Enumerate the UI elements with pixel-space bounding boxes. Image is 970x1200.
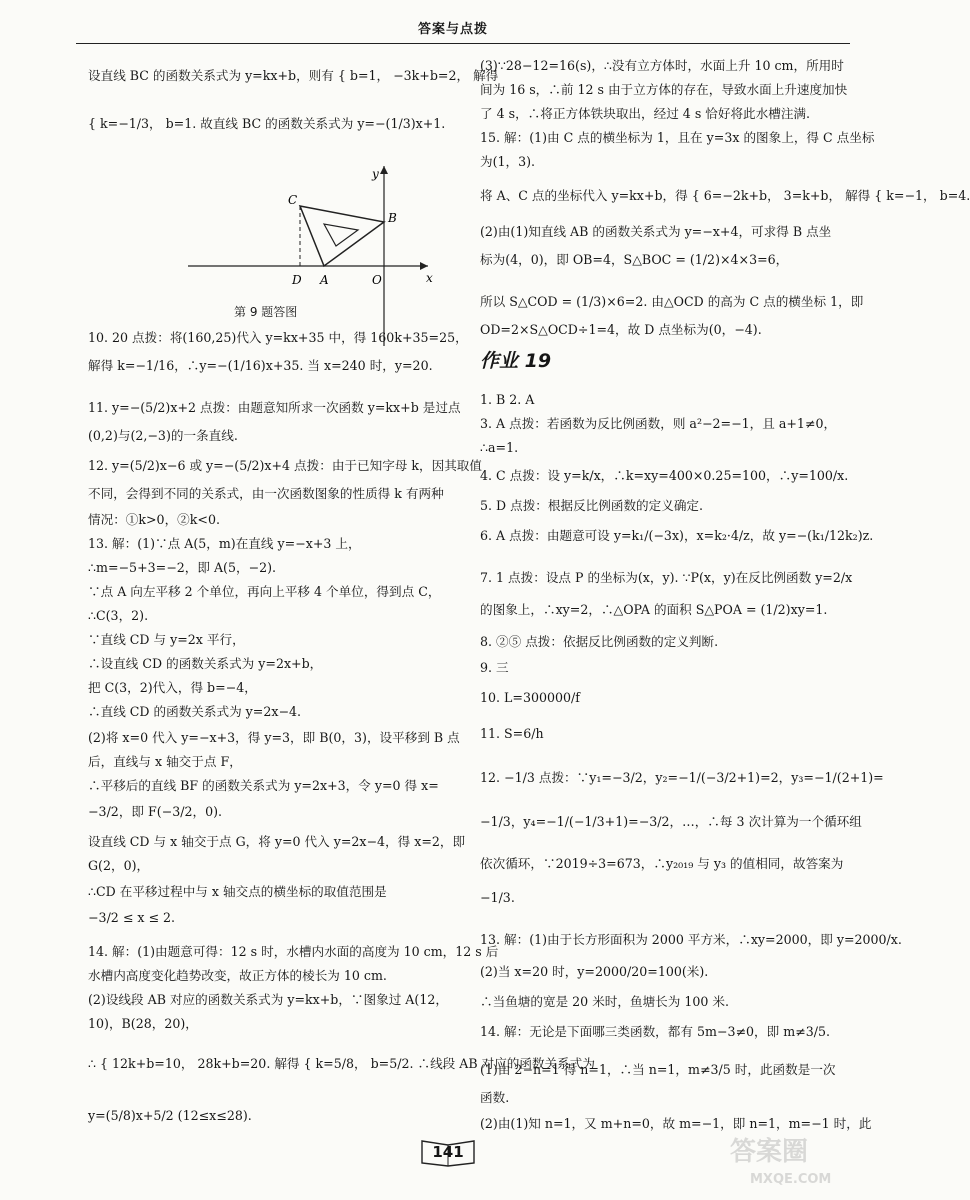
text-line: 7. 1 点拨：设点 P 的坐标为(x，y). ∵P(x，y)在反比例函数 y=2/x (480, 570, 853, 585)
text-line: OD=2×S△OCD÷1=4，故 D 点坐标为(0，−4). (480, 322, 762, 337)
text-line: 1. B 2. A (480, 392, 535, 407)
coordinate-diagram (188, 166, 438, 356)
text-line: 为(1，3). (480, 154, 536, 169)
header-title: 答案与点拨 (418, 22, 489, 37)
text-line: 4. C 点拨：设 y=k/x，∴k=xy=400×0.25=100，∴y=100/x. (480, 468, 849, 483)
triangle-abc (300, 206, 384, 266)
text-line: 水槽内高度变化趋势改变，故正方体的棱长为 10 cm. (88, 968, 387, 983)
text-line: ∴m=−5+3=−2，即 A(5，−2). (88, 560, 277, 575)
text-line: 9. 三 (480, 660, 509, 675)
text-line: 10. L=300000/f (480, 690, 580, 705)
text-line: 函数. (480, 1090, 510, 1105)
text-line: 了 4 s，∴将正方体铁块取出，经过 4 s 恰好将此水槽注满. (480, 106, 811, 121)
figure-9-answer (188, 166, 438, 356)
text-line: 14. 解：(1)由题意可得：12 s 时，水槽内水面的高度为 10 cm，12 s 后 (88, 944, 499, 959)
label-b: B (388, 211, 397, 225)
text-line: 11. S=6/h (480, 726, 544, 741)
text-line: (2)由(1)知直线 AB 的函数关系式为 y=−x+4，可求得 B 点坐 (480, 224, 832, 239)
text-line: 13. 解：(1)∵点 A(5，m)在直线 y=−x+3 上， (88, 536, 361, 551)
text-line: 5. D 点拨：根据反比例函数的定义确定. (480, 498, 704, 513)
text-line: 的图象上，∴xy=2，∴△OPA 的面积 S△POA = (1/2)xy=1. (480, 602, 828, 617)
text-line: 间为 16 s，∴前 12 s 由于立方体的存在，导致水面上升速度加快 (480, 82, 848, 97)
text-line: 将 A、C 点的坐标代入 y=kx+b，得 { 6=−2k+b， 3=k+b， 解得 { k=−1， b=4. (480, 188, 970, 203)
text-line: −3/2，即 F(−3/2，0). (88, 804, 223, 819)
text-line: 标为(4，0)，即 OB=4，S△BOC = (1/2)×4×3=6， (480, 252, 789, 267)
text-line: 不同，会得到不同的关系式，由一次函数图象的性质得 k 有两种 (88, 486, 444, 501)
text-line: 解得 k=−1/16，∴y=−(1/16)x+35. 当 x=240 时，y=20. (88, 358, 433, 373)
page-number: 141 (432, 1143, 464, 1161)
text-line: ∴a=1. (480, 440, 519, 455)
text-line: 6. A 点拨：由题意可设 y=k₁/(−3x)，x=k₂·4/z，故 y=−(k₁/12k₂)z. (480, 528, 874, 543)
text-line: 情况：①k>0，②k<0. (88, 512, 220, 527)
triangle-inner (324, 224, 358, 246)
text-line: ∵点 A 向左平移 2 个单位，再向上平移 4 个单位，得到点 C， (88, 584, 441, 599)
text-line: ∴直线 CD 的函数关系式为 y=2x−4. (88, 704, 302, 719)
text-line: −1/3，y₄=−1/(−1/3+1)=−3/2，…，∴每 3 次计算为一个循环组 (480, 814, 862, 829)
text-line: 设直线 BC 的函数关系式为 y=kx+b，则有 { b=1， −3k+b=2， 解得 (88, 68, 499, 83)
text-line: ∴CD 在平移过程中与 x 轴交点的横坐标的取值范围是 (88, 884, 387, 899)
text-line: 14. 解：无论是下面哪三类函数，都有 5m−3≠0，即 m≠3/5. (480, 1024, 830, 1039)
text-line: −1/3. (480, 890, 515, 905)
text-line: ∴设直线 CD 的函数关系式为 y=2x+b， (88, 656, 323, 671)
watermark-logo-text: 答案圈 (730, 1137, 809, 1167)
section-heading: 作业 19 (480, 350, 552, 372)
x-axis-arrow (420, 262, 428, 270)
label-a: A (320, 273, 329, 287)
text-line: (2)当 x=20 时，y=2000/20=100(米). (480, 964, 709, 979)
text-line: 11. y=−(5/2)x+2 点拨：由题意知所求一次函数 y=kx+b 是过点 (88, 400, 461, 415)
text-line: ∴平移后的直线 BF 的函数关系式为 y=2x+3，令 y=0 得 x= (88, 778, 439, 793)
page-number-badge (418, 1137, 478, 1167)
text-line: 依次循环，∵2019÷3=673，∴y₂₀₁₉ 与 y₃ 的值相同，故答案为 (480, 856, 844, 871)
text-line: 10)，B(28，20)， (88, 1016, 198, 1031)
label-x: x (426, 271, 433, 285)
text-line: 后，直线与 x 轴交于点 F， (88, 754, 242, 769)
header-rule (76, 43, 850, 44)
text-line: ∵直线 CD 与 y=2x 平行， (88, 632, 245, 647)
label-y: y (372, 167, 379, 181)
text-line: 把 C(3，2)代入，得 b=−4， (88, 680, 257, 695)
text-line: 设直线 CD 与 x 轴交于点 G，将 y=0 代入 y=2x−4，得 x=2，即 (88, 834, 466, 849)
label-d: D (292, 273, 302, 287)
text-line: (0,2)与(2,−3)的一条直线. (88, 428, 238, 443)
text-line: (2)由(1)知 n=1，又 m+n=0，故 m=−1，即 n=1，m=−1 时，此 (480, 1116, 872, 1131)
text-line: 13. 解：(1)由于长方形面积为 2000 平方米，∴xy=2000，即 y=2000/x. (480, 932, 902, 947)
label-c: C (288, 193, 298, 207)
text-line: −3/2 ≤ x ≤ 2. (88, 910, 176, 925)
text-line: 8. ②⑤ 点拨：依据反比例函数的定义判断. (480, 634, 719, 649)
text-line: (2)将 x=0 代入 y=−x+3，得 y=3，即 B(0，3)，设平移到 B 点 (88, 730, 460, 745)
text-line: ∴当鱼塘的宽是 20 米时，鱼塘长为 100 米. (480, 994, 729, 1009)
label-o: O (372, 273, 382, 287)
watermark-url: MXQE.COM (750, 1172, 832, 1187)
text-line: (3)∵28−12=16(s)，∴没有立方体时，水面上升 10 cm，所用时 (480, 58, 844, 73)
text-line: 10. 20 点拨：将(160,25)代入 y=kx+35 中，得 160k+35=25， (88, 330, 468, 345)
page-header (0, 0, 872, 46)
text-line: ∴ { 12k+b=10， 28k+b=20. 解得 { k=5/8， b=5/2. ∴线段 AB 对应的函数关系式为 (88, 1056, 595, 1071)
text-line: ∴C(3，2). (88, 608, 149, 623)
text-line: G(2，0)， (88, 858, 150, 873)
text-line: 所以 S△COD = (1/3)×6=2. 由△OCD 的高为 C 点的横坐标 1，即 (480, 294, 864, 309)
text-line: 3. A 点拨：若函数为反比例函数，则 a²−2=−1，且 a+1≠0， (480, 416, 837, 431)
text-line: (2)设线段 AB 对应的函数关系式为 y=kx+b，∵图象过 A(12， (88, 992, 448, 1007)
watermark (720, 1132, 860, 1192)
text-line: { k=−1/3， b=1. 故直线 BC 的函数关系式为 y=−(1/3)x+1. (88, 116, 446, 131)
text-line: (1)由 2−n=1 得 n=1，∴当 n=1，m≠3/5 时，此函数是一次 (480, 1062, 836, 1077)
text-line: 12. y=(5/2)x−6 或 y=−(5/2)x+4 点拨：由于已知字母 k，因其取值 (88, 458, 482, 473)
figure-caption: 第 9 题答图 (234, 305, 298, 319)
text-line: y=(5/8)x+5/2 (12≤x≤28). (88, 1108, 252, 1123)
text-line: 15. 解：(1)由 C 点的横坐标为 1，且在 y=3x 的图象上，得 C 点坐标 (480, 130, 875, 145)
text-line: 12. −1/3 点拨：∵y₁=−3/2，y₂=−1/(−3/2+1)=2，y₃=−1/(2+1)= (480, 770, 884, 785)
y-axis-arrow (380, 166, 388, 174)
